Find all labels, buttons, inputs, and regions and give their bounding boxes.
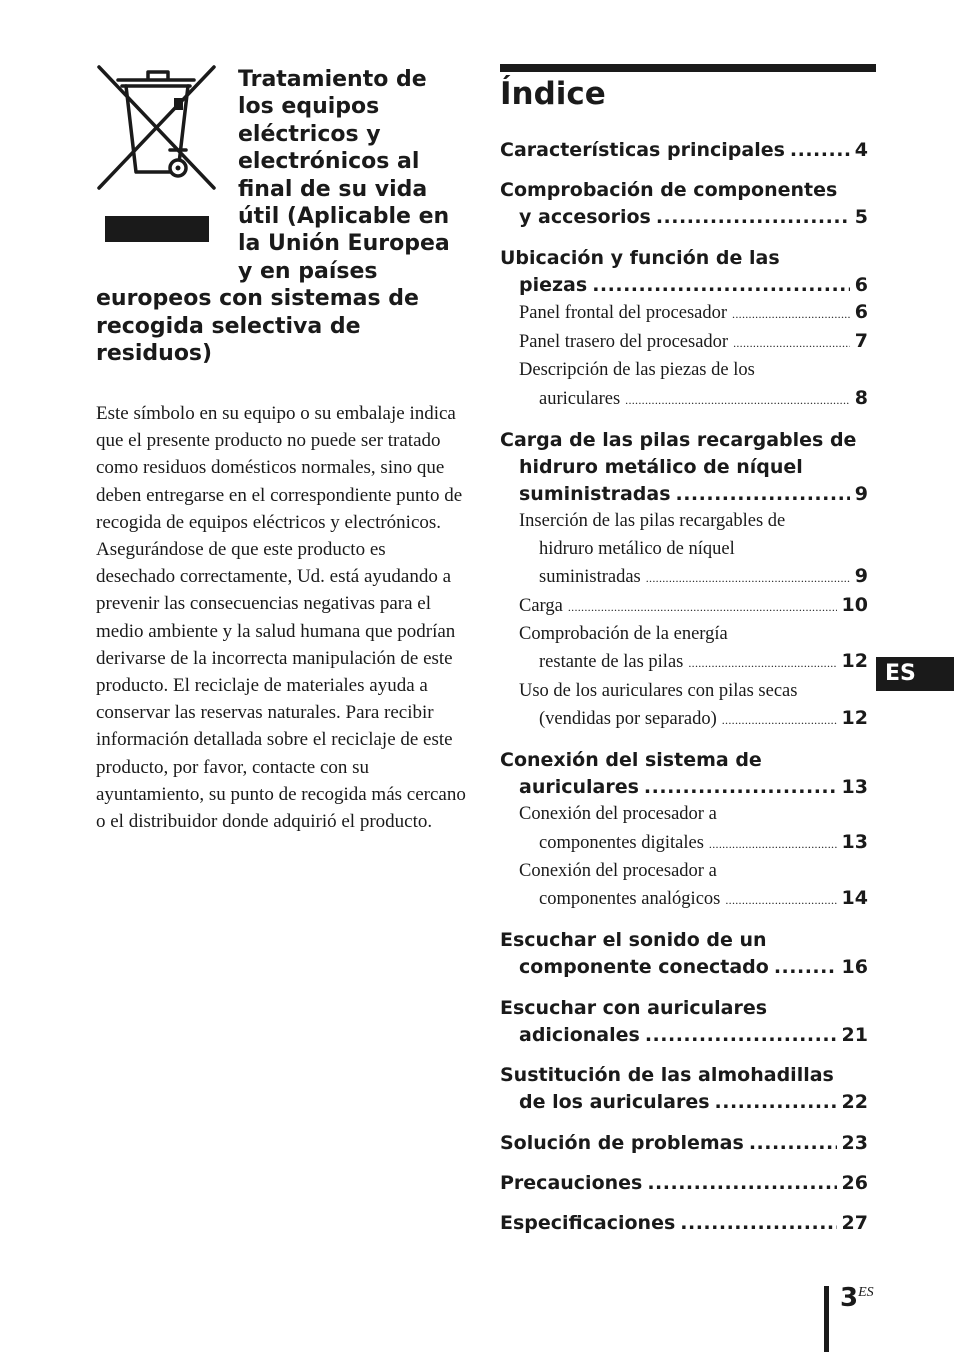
page-number: 23: [841, 1131, 868, 1154]
page-number: 4: [854, 139, 868, 161]
toc-entry-auriculares-adicionales[interactable]: Escuchar con auriculares adicionales ..... 21: [500, 995, 868, 1049]
toc-entry-almohadillas[interactable]: Sustitución de las almohadillas de los auriculares ..... 22: [500, 1062, 868, 1116]
heading-rule: [500, 64, 876, 72]
page-title: Índice: [500, 76, 606, 112]
toc-subentry-analogicos[interactable]: Conexión del procesador a componentes analógicos ..... 14: [500, 858, 868, 914]
toc-subentry-panel-frontal[interactable]: Panel frontal del procesador ..... 6: [500, 299, 868, 328]
table-of-contents: [500, 137, 868, 1250]
page-number: 6: [854, 273, 868, 296]
toc-subentry-insercion[interactable]: Inserción de las pilas recargables de hidruro metálico de níquel suministradas ..... 9: [500, 508, 868, 592]
page-number: 22: [841, 1091, 868, 1114]
toc-entry-escuchar-sonido[interactable]: Escuchar el sonido de un componente conectado ..... 16: [500, 927, 868, 981]
toc-entry-caracteristicas[interactable]: Características principales ..... 4: [500, 137, 868, 164]
toc-entry-solucion-problemas[interactable]: Solución de problemas ..... 23: [500, 1130, 868, 1157]
page-number-rule: [824, 1286, 829, 1352]
page-number: 27: [841, 1211, 868, 1234]
page-number: 26: [841, 1171, 868, 1194]
toc-subentry-energia[interactable]: Comprobación de la energía restante de las pilas ..... 12: [500, 621, 868, 677]
toc-entry-ubicacion[interactable]: Ubicación y función de las piezas ..... 6 Panel frontal del procesador ..... 6 Panel trasero del procesador ..... 7 Descripción de las piezas de los auriculares ..... 8: [500, 245, 868, 414]
page-number: 13: [841, 776, 868, 799]
page-number: 16: [841, 956, 868, 979]
toc-entry-especificaciones[interactable]: Especificaciones ..... 27: [500, 1210, 868, 1237]
page-number: 9: [854, 483, 868, 506]
weee-heading: Tratamiento de los equipos eléctricos y electrónicos al final de su vida útil (Aplicable en la Unión Europea y en países europeos con sistemas de recogida selectiva de residuos): [96, 67, 450, 367]
toc-subentry-panel-trasero[interactable]: Panel trasero del procesador ..... 7: [500, 328, 868, 357]
weee-body-text: Este símbolo en su equipo o su embalaje indica que el presente producto no puede ser tratado como residuos domésticos normales, sino que deben entregarse en el correspondiente punto de recogida de equipos eléctricos y electrónicos. Asegurándose de que este producto es desechado correctamente, Ud. está ayudando a prevenir las consecuencias negativas para el medio ambiente y la salud humana que podrían derivarse de la incorrecta manipulación de este producto. El reciclaje de materiales ayuda a conservar las reservas naturales. Para recibir información detallada sobre el reciclaje de este producto, por favor, contacte con su ayuntamiento, su punto de recogida más cercano o el distribuidor donde adquirió el producto.: [96, 403, 466, 833]
language-tab: ES: [876, 657, 954, 691]
toc-entry-comprobacion[interactable]: Comprobación de componentes y accesorios ..... 5: [500, 177, 868, 231]
toc-entry-precauciones[interactable]: Precauciones ..... 26: [500, 1170, 868, 1197]
toc-entry-carga-pilas[interactable]: Carga de las pilas recargables de hidruro metálico de níquel suministradas ..... 9 Inserción de las pilas recargables de hidruro metálico de níquel suministradas ..... 9 Carga ..... 10 Comprobación de la energía restante de las pilas ..... 12 Uso de los auriculares con pilas secas (vendidas por separado) ..... 12: [500, 427, 868, 734]
toc-subentry-descripcion[interactable]: Descripción de las piezas de los auriculares ..... 8: [500, 357, 868, 413]
toc-subentry-carga[interactable]: Carga ..... 10: [500, 592, 868, 621]
toc-subentry-pilas-secas[interactable]: Uso de los auriculares con pilas secas (vendidas por separado) ..... 12: [500, 678, 868, 734]
page-number: 5: [854, 206, 868, 229]
toc-entry-conexion[interactable]: Conexión del sistema de auriculares ..... 13 Conexión del procesador a componentes digitales ..... 13 Conexión del procesador a componentes analógicos ..... 14: [500, 747, 868, 914]
page-number-footer: 3ES: [840, 1283, 874, 1313]
toc-subentry-digitales[interactable]: Conexión del procesador a componentes digitales ..... 13: [500, 801, 868, 857]
page-number: 21: [841, 1023, 868, 1046]
